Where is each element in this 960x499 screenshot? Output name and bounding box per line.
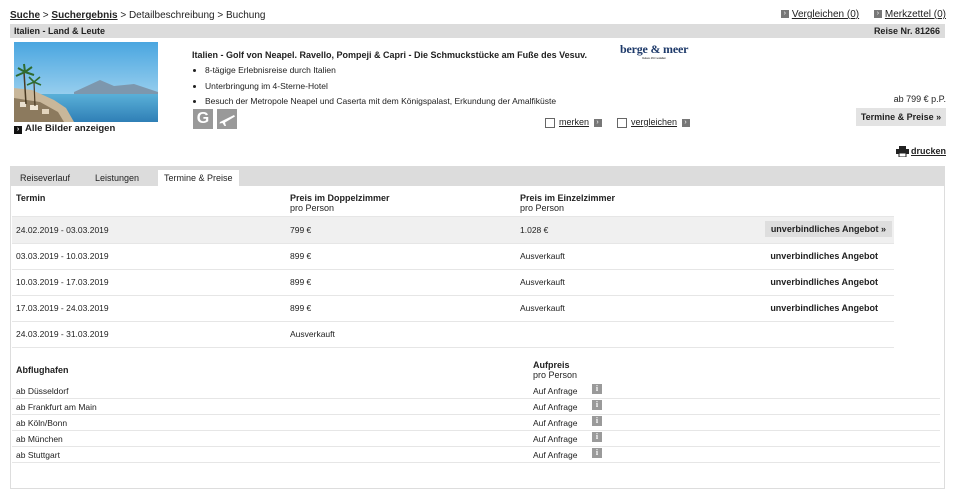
breadcrumb-suchergebnis[interactable]: Suchergebnis [51,10,118,21]
airport-price: Auf Anfrage [533,450,578,460]
all-images-link[interactable] [14,123,115,134]
breadcrumb-rest: > Detailbeschreibung > Buchung [120,10,266,21]
airport-row [12,415,940,431]
offer-title: Italien - Land & Leute [14,26,106,36]
surcharge-header-label: Aufpreis [533,360,570,370]
airport-name: ab Köln/Bonn [16,418,68,428]
compare-control[interactable] [617,117,693,128]
offer-button[interactable]: unverbindliches Angebot [770,303,878,313]
dates-prices-button[interactable]: Termine & Preise » [856,108,946,126]
row-doppel: 799 € [290,225,312,235]
airport-col-header [16,365,69,375]
highlight-item: • 8-tägige Erlebnisreise durch Italien [205,63,556,79]
tab-reiseverlauf[interactable]: Reiseverlauf [20,173,71,183]
tab-leistungen[interactable]: Leistungen [95,173,140,183]
airport-header-label: Abflughafen [16,365,69,375]
row-termin: 10.03.2019 - 17.03.2019 [16,277,109,287]
guide-icon [193,109,213,129]
price-from: ab 799 € p.P. [893,94,946,104]
airplane-icon [217,109,237,129]
offer-button[interactable]: unverbindliches Angebot [770,251,878,261]
printer-icon [896,146,909,157]
row-doppel: 899 € [290,277,312,287]
print-label: drucken [910,146,946,156]
airport-row [12,447,940,463]
col-header-einzel-sub: pro Person [520,203,565,213]
remember-link[interactable]: merken [559,117,590,127]
tour-photo[interactable] [14,42,158,122]
info-icon[interactable]: i [592,416,602,426]
airport-name: ab Frankfurt am Main [16,402,97,412]
tour-title: Italien - Golf von Neapel. Ravello, Pompeji & Capri - Die Schmuckstücke am Fuße des Vesuv. [192,50,587,60]
table-row [12,269,894,296]
breadcrumb-suche[interactable]: Suche [10,10,41,21]
row-termin: 24.03.2019 - 31.03.2019 [16,329,109,339]
table-row [12,243,894,270]
brand-name: berge & meer [620,42,689,56]
tab-bar [10,166,945,186]
row-einzel: Ausverkauft [520,303,565,313]
all-images-label: Alle Bilder anzeigen [25,123,116,134]
info-icon[interactable]: i [592,384,602,394]
compare-link-small[interactable]: vergleichen [631,117,678,127]
brand-logo [620,42,688,60]
row-einzel: Ausverkauft [520,251,565,261]
breadcrumb-separator: > [42,10,49,21]
airport-name: ab Stuttgart [16,450,60,460]
notepad-link-group[interactable] [874,9,946,20]
airport-name: ab München [16,434,63,444]
offer-button[interactable]: unverbindliches Angebot » [765,221,892,237]
compare-checkbox[interactable] [617,118,627,128]
row-termin: 03.03.2019 - 10.03.2019 [16,251,109,261]
col-header-doppel-sub: pro Person [290,203,335,213]
trip-number: Reise Nr. 81266 [873,26,940,36]
row-doppel: 899 € [290,303,312,313]
highlight-item: • Besuch der Metropole Neapel und Caserta mit dem Königspalast, Erkundung der Amalfiküste [205,94,556,110]
row-einzel: Ausverkauft [520,277,565,287]
col-header-doppel-label: Preis im Doppelzimmer [290,193,390,203]
top-links [769,9,946,20]
brand-tagline: Reisen. Für Genießer. [642,56,666,60]
notepad-link[interactable]: Merkzettel (0) [884,9,946,20]
arrow-right-icon: › [594,119,602,127]
row-doppel: 899 € [290,251,312,261]
col-header-einzel [520,193,615,213]
col-header-doppel [290,193,390,213]
arrow-right-icon: › [874,10,882,18]
table-row [12,216,894,244]
tour-highlights [192,63,556,110]
surcharge-header-sub: pro Person [533,370,578,380]
arrow-right-icon: › [14,126,22,134]
col-header-termin-label: Termin [16,193,46,203]
print-link[interactable] [896,146,946,157]
airport-price: Auf Anfrage [533,418,578,428]
table-row [12,321,894,348]
row-einzel: 1.028 € [520,225,549,235]
naples-bay-image [14,42,158,122]
remember-control[interactable] [545,117,605,128]
airport-row [12,399,940,415]
airport-name: ab Düsseldorf [16,386,69,396]
flight-icon [217,109,237,129]
guide-icon-letter: G [196,110,210,127]
row-doppel: Ausverkauft [290,329,335,339]
airport-price: Auf Anfrage [533,434,578,444]
info-icon[interactable]: i [592,448,602,458]
info-icon[interactable]: i [592,400,602,410]
airport-price: Auf Anfrage [533,402,578,412]
offer-title-bar [10,24,945,38]
airport-row [12,431,940,447]
airport-price: Auf Anfrage [533,386,578,396]
tab-termine-preise[interactable]: Termine & Preise [158,170,239,186]
airport-row [12,383,940,399]
row-termin: 24.02.2019 - 03.03.2019 [16,225,109,235]
compare-link[interactable]: Vergleichen (0) [791,9,860,20]
remember-checkbox[interactable] [545,118,555,128]
col-header-termin [16,193,45,203]
table-row [12,295,894,322]
info-icon[interactable]: i [592,432,602,442]
col-header-einzel-label: Preis im Einzelzimmer [520,193,616,203]
breadcrumb [10,10,265,21]
arrow-right-icon: › [682,119,690,127]
surcharge-col-header [533,360,577,380]
highlight-item: • Unterbringung im 4-Sterne-Hotel [205,79,556,95]
row-termin: 17.03.2019 - 24.03.2019 [16,303,109,313]
arrow-right-icon: › [781,10,789,18]
offer-button[interactable]: unverbindliches Angebot [770,277,878,287]
compare-link-group[interactable] [781,9,859,20]
